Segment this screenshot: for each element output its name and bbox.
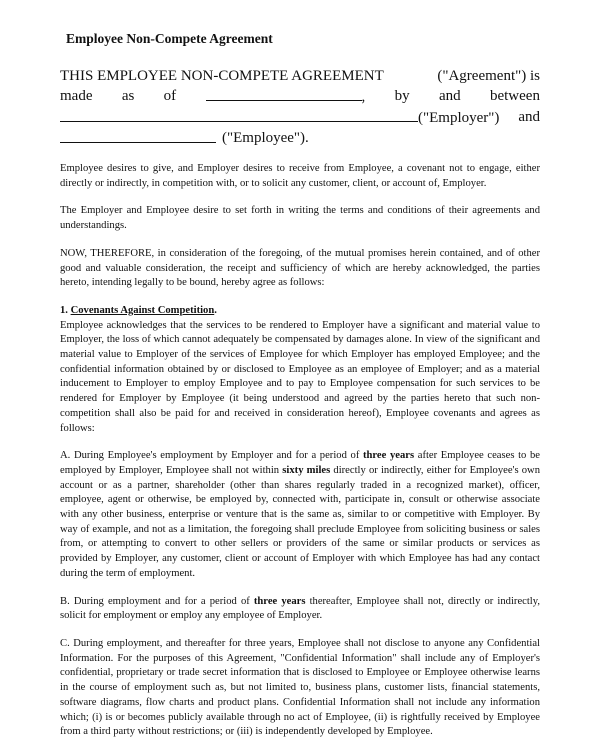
intro-line-3 (60, 107, 540, 128)
employer-blank-field[interactable] (60, 107, 418, 122)
section-1-dot: . (214, 304, 217, 316)
intro-text: between (489, 88, 540, 104)
intro-line-1 (60, 66, 540, 86)
clause-a-text: directly or indirectly, either for Employee's own account or as a partner, shareholder (other than shares regularly traded in a recognized market), officer, employee, agent or otherwise, be employed by, connected with, participate in, consult or otherwise associate with any other business, enterprise or venture that is the same as, similar to or competitive with Employer. By way of example, and not as a limitation, the foregoing shall preclude Employee from soliciting business or sales from, or attempting to convert to other sellers or providers of the same or similar products or services as provided by Employer, any customer, client or account of Employer with which Employee has had any contact during the term of employment. (60, 464, 540, 579)
clause-a-bold: three years (363, 450, 415, 462)
section-1-title: Covenants Against Competition (70, 304, 215, 316)
document-title: Employee Non-Compete Agreement (66, 31, 273, 46)
intro-text: ("Agreement") is (437, 68, 540, 84)
intro-text: made (60, 88, 93, 104)
agreement-intro (60, 66, 540, 148)
intro-text: ("Employer") (418, 110, 500, 126)
clause-a-text: after Employee ceases to be employed by Employer, Employee shall not within (60, 450, 540, 476)
clause-a-bold: sixty miles (282, 464, 331, 476)
clause-b-text: B. During employment and for a period of (60, 595, 254, 607)
employee-blank-field[interactable] (60, 128, 216, 143)
intro-text: ("Employee"). (222, 130, 309, 146)
section-1-title-wrap (71, 305, 217, 316)
section-1-heading (60, 304, 540, 436)
clause-a (60, 449, 540, 581)
intro-line-4 (60, 128, 540, 148)
clause-b-text: thereafter, Employee shall not, directly or indirectly, solicit for employment or employ any employee of Employer. (60, 595, 540, 622)
recital-terms: The Employer and Employee desire to set forth in writing the terms and conditions of their agreements and understandings. (60, 205, 540, 232)
employer-blank-group (60, 107, 499, 128)
clause-a-text: A. During Employee's employment by Employer and for a period of (60, 450, 363, 462)
clause-c: C. During employment, and thereafter for three years, Employee shall not disclose to anyone any Confidential Information. For the purposes of this Agreement, "Confidential Information" shall include any of Employer's confidential, proprietary or trade secret information that is disclosed to Employee or Employee otherwise learns in the course of employment such as, but not limited to, business plans, customer lists, financial statements, software diagrams, flow charts and product plans. Confidential Information shall not include any information which; (i) is or becomes publicly available through no act of Employee, (ii) is rightfully received by Employee from a third party without restrictions; or (iii) is independently developed by Employee. (60, 637, 540, 738)
clause-b (60, 595, 540, 624)
intro-line-2 (60, 86, 540, 107)
recital-covenant: Employee desires to give, and Employer desires to receive from Employee, a covenant not to engage, either directly or indirectly, in competition with, or to solicit any customer, client, or account of, Employer. (60, 163, 540, 189)
section-1-number: 1. (60, 304, 68, 316)
section-1-text: Employee acknowledges that the services to be rendered to Employer have a significant and material value to Employer, the loss of which cannot adequately be compensated by damages alone. In view of the significant and material value to Employer of the services of Employee for which Employer has employed Employee; and the confidential information obtained by or disclosed to Employee as an employee of Employer; and as a material inducement to Employer to employ Employee and to pay to Employee compensation for such services to be rendered for Employer by Employee (it being understood and agreed by the parties hereto that such non-competition shall also be paid for and received in consideration hereof), Employee covenants and agrees as follows: (60, 319, 540, 434)
date-blank-field[interactable] (206, 86, 362, 101)
recital-consideration: NOW, THEREFORE, in consideration of the foregoing, of the mutual promises herein contained, and of other good and valuable consideration, the receipt and sufficiency of which are hereby acknowledged, the parties hereto, intending legally to be bound, hereby agree as follows: (60, 247, 540, 289)
intro-text: and (518, 109, 540, 125)
clause-b-bold: three years (253, 595, 306, 607)
date-blank-group (206, 86, 366, 107)
intro-text: THIS EMPLOYEE NON-COMPETE AGREEMENT (60, 68, 384, 84)
intro-text: as (121, 88, 135, 104)
intro-text: , (361, 89, 366, 105)
intro-text: of (163, 88, 177, 104)
intro-text: by (394, 88, 410, 104)
intro-text: and (438, 88, 461, 104)
